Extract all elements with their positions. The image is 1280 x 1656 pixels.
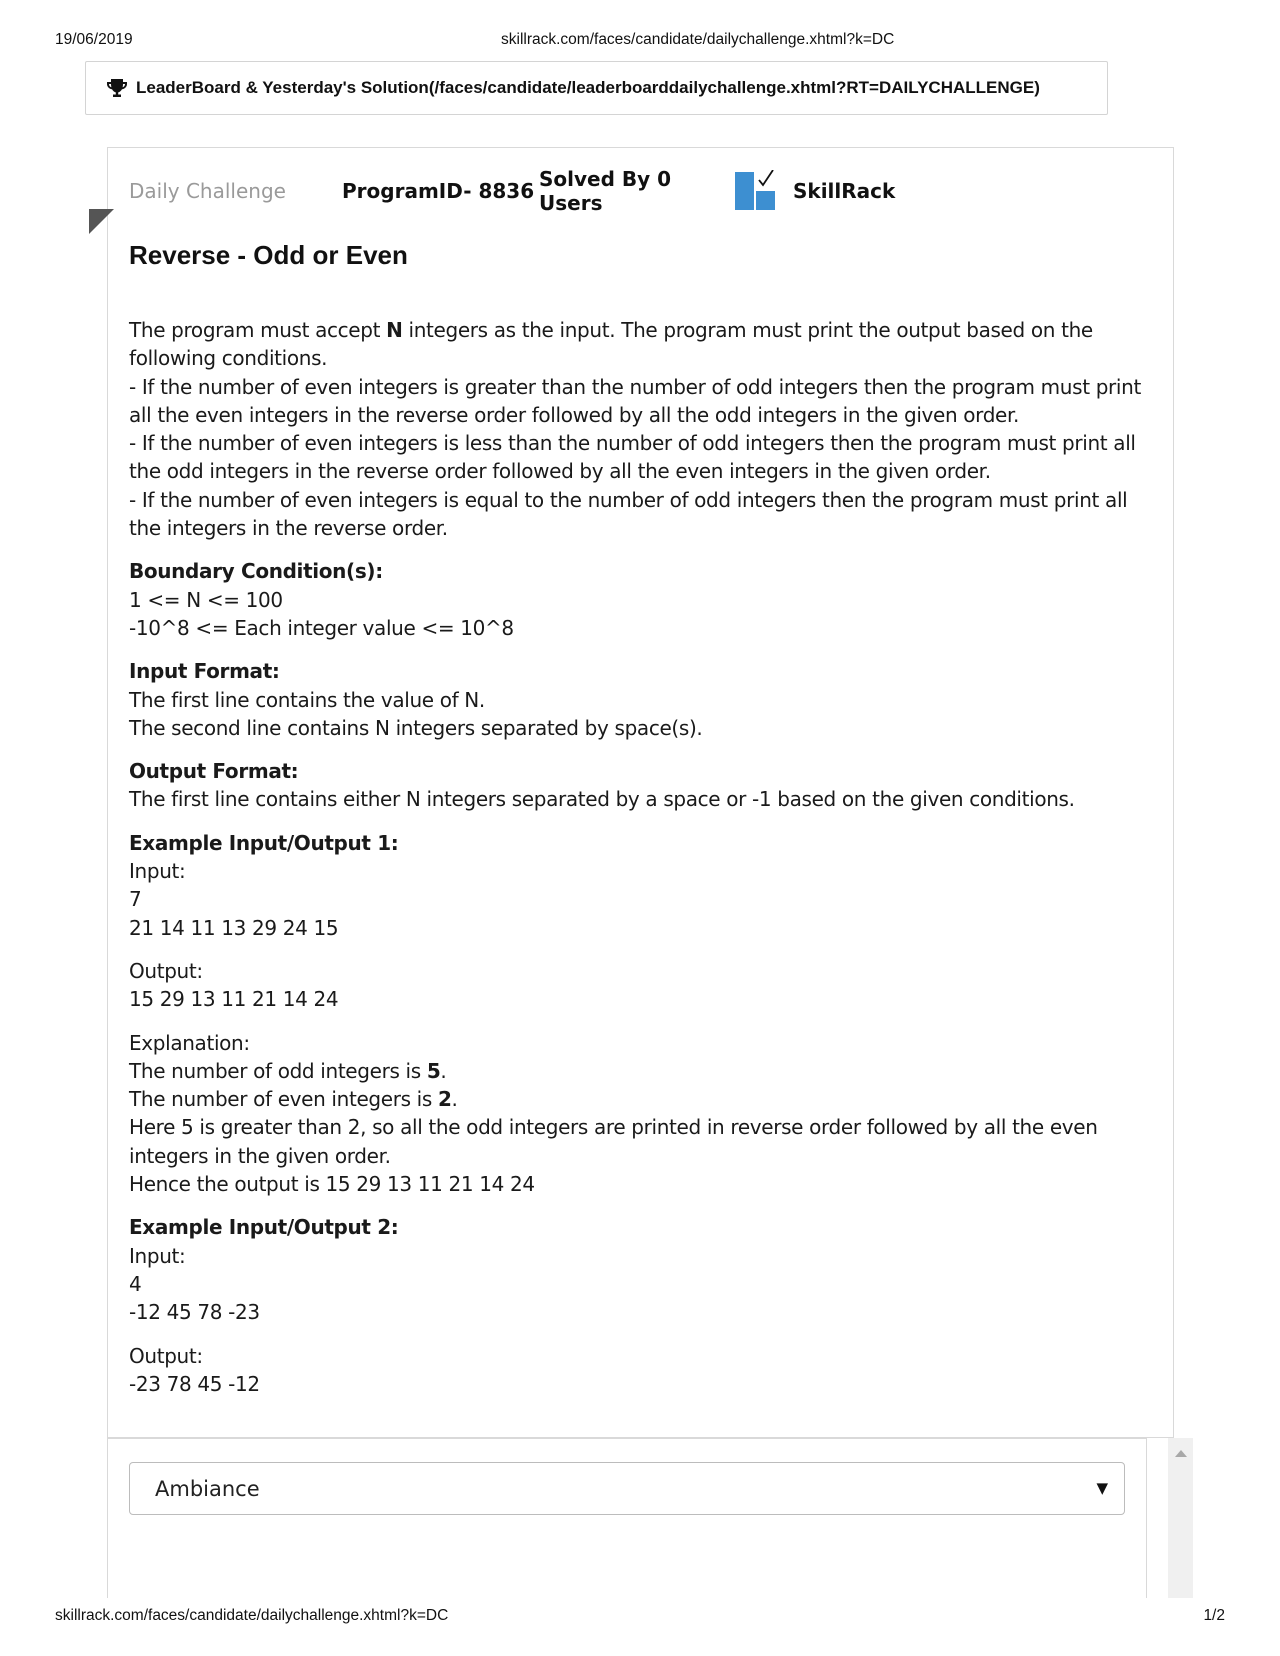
print-header bbox=[55, 31, 1225, 51]
example-1-reason: Here 5 is greater than 2, so all the odd integers are printed in reverse order followed by all the even integers in the given order. bbox=[129, 1115, 1098, 1168]
example-2-output-label: Output: bbox=[129, 1343, 203, 1368]
example-1-conclusion: Hence the output is 15 29 13 11 21 14 24 bbox=[129, 1172, 535, 1197]
print-date: 19/06/2019 bbox=[55, 31, 133, 48]
boundary-line-2: -10^8 <= Each integer value <= 10^8 bbox=[129, 615, 514, 640]
brand-name: SkillRack bbox=[793, 179, 896, 203]
leaderboard-link[interactable] bbox=[85, 61, 1108, 115]
print-footer-url: skillrack.com/faces/candidate/dailychallenge.xhtml?k=DC bbox=[55, 1607, 449, 1624]
scroll-up-icon[interactable] bbox=[1175, 1450, 1187, 1457]
solved-by: Solved By 0 Users bbox=[539, 167, 672, 215]
corner-ribbon-icon bbox=[89, 209, 114, 234]
example-1-input-n: 7 bbox=[129, 887, 142, 912]
section-label: Daily Challenge bbox=[129, 179, 286, 203]
program-id: ProgramID- 8836 bbox=[342, 179, 535, 203]
chevron-down-icon: ▼ bbox=[1096, 1479, 1108, 1497]
theme-select-value: Ambiance bbox=[155, 1476, 260, 1501]
example-1-input-label: Input: bbox=[129, 859, 186, 884]
example-1-explanation-label: Explanation: bbox=[129, 1030, 250, 1055]
output-format-line-1: The first line contains either N integers separated by a space or -1 based on the given conditions. bbox=[129, 787, 1075, 812]
skillrack-logo-icon bbox=[735, 170, 777, 212]
example-1-input-values: 21 14 11 13 29 24 15 bbox=[129, 915, 339, 940]
output-format-heading: Output Format: bbox=[129, 759, 299, 784]
example-2-input-n: 4 bbox=[129, 1271, 142, 1296]
problem-intro: The program must accept N integers as the input. The program must print the output based on the following conditions. bbox=[129, 318, 1093, 371]
example-1-output-values: 15 29 13 11 21 14 24 bbox=[129, 987, 339, 1012]
example-1-odd-count: The number of odd integers is 5. bbox=[129, 1058, 447, 1083]
print-header-url: skillrack.com/faces/candidate/dailychallenge.xhtml?k=DC bbox=[501, 31, 895, 48]
input-format-line-2: The second line contains N integers separated by space(s). bbox=[129, 715, 703, 740]
example-2-output-values: -23 78 45 -12 bbox=[129, 1371, 260, 1396]
boundary-heading: Boundary Condition(s): bbox=[129, 559, 383, 584]
rule-3: - If the number of even integers is equal to the number of odd integers then the program must print all the integers in the reverse order. bbox=[129, 487, 1128, 541]
example-1-heading: Example Input/Output 1: bbox=[129, 830, 399, 855]
trophy-icon bbox=[106, 77, 128, 99]
leaderboard-label[interactable]: LeaderBoard & Yesterday's Solution(/faces/candidate/leaderboarddailychallenge.xhtml?RT=DAILYCHALLENGE) bbox=[136, 78, 1040, 97]
editor-scrollbar[interactable] bbox=[1168, 1438, 1193, 1598]
example-2-heading: Example Input/Output 2: bbox=[129, 1215, 399, 1240]
input-format-line-1: The first line contains the value of N. bbox=[129, 687, 485, 712]
example-1-even-count: The number of even integers is 2. bbox=[129, 1087, 458, 1112]
rule-1: - If the number of even integers is greater than the number of odd integers then the program must print all the even integers in the reverse order followed by all the odd integers in the given order. bbox=[129, 374, 1141, 427]
rule-2: - If the number of even integers is less than the number of odd integers then the program must print all the odd integers in the reverse order followed by all the even integers in the given order. bbox=[129, 431, 1136, 484]
boundary-line-1: 1 <= N <= 100 bbox=[129, 587, 283, 612]
problem-description bbox=[129, 316, 1159, 1398]
example-1-output-label: Output: bbox=[129, 958, 203, 983]
page-number: 1/2 bbox=[1203, 1607, 1225, 1624]
input-format-heading: Input Format: bbox=[129, 659, 280, 684]
print-footer bbox=[55, 1607, 1225, 1627]
theme-select[interactable] bbox=[129, 1462, 1125, 1515]
problem-title: Reverse - Odd or Even bbox=[129, 240, 408, 270]
challenge-header bbox=[129, 167, 896, 215]
example-2-input-values: -12 45 78 -23 bbox=[129, 1300, 260, 1325]
example-2-input-label: Input: bbox=[129, 1243, 186, 1268]
